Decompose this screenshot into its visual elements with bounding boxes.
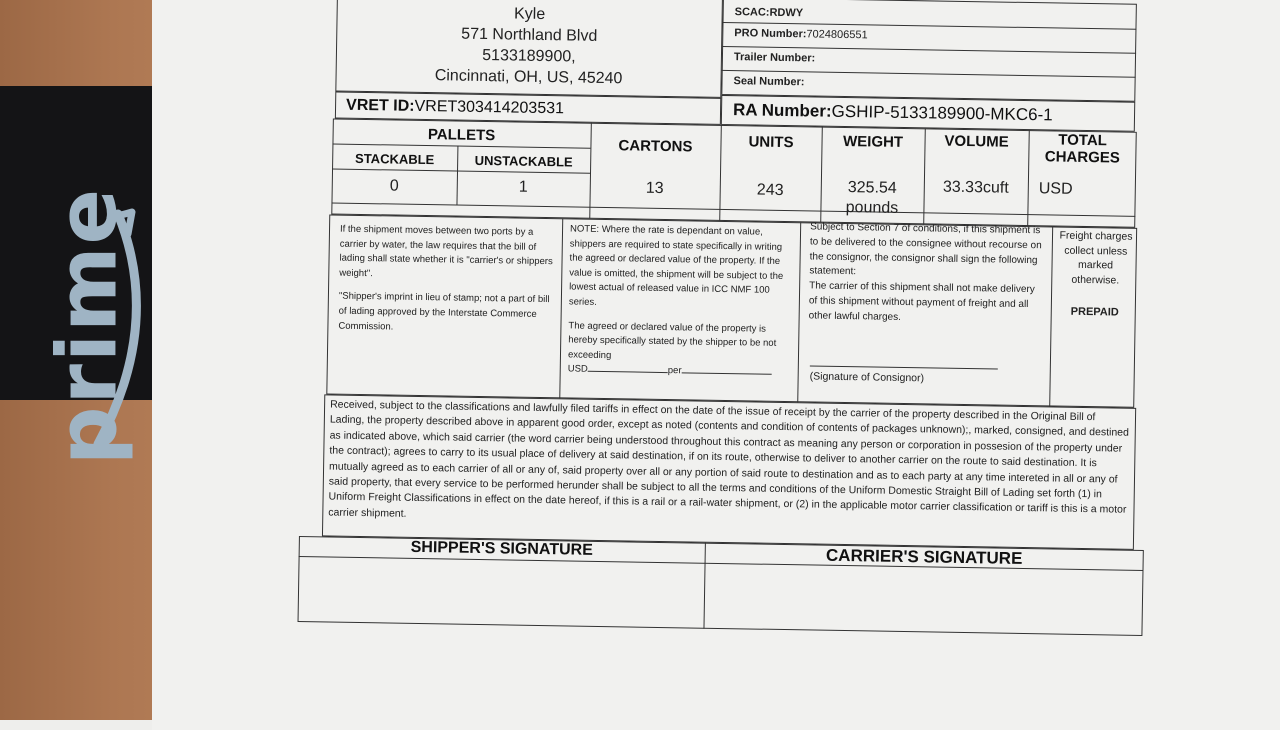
units-value: 243 [756, 181, 784, 199]
shipper-signature-header: SHIPPER'S SIGNATURE [410, 538, 593, 559]
pro-number: PRO Number:7024806551 [734, 27, 868, 42]
stackable-header: STACKABLE [354, 150, 435, 168]
prepaid-label: PREPAID [1070, 305, 1119, 319]
volume-value: 33.33cuft [942, 178, 1009, 197]
ra-number: RA Number:GSHIP-5133189900-MKC6-1 [732, 100, 1053, 125]
units-header: UNITS [748, 133, 794, 152]
section7-note: Subject to Section 7 of conditions, if this shipment is to be delivered to the consignee without recourse on the consignor, the consignor shall sign the following statement: The carrier of this shipment shall not make delivery of this shipment without payment of freight and all other lawful charges. [808, 221, 1042, 323]
scac-label: SCAC:RDWY [734, 6, 804, 20]
vret-id: VRET ID:VRET303414203531 [345, 96, 565, 118]
cartons-header: CARTONS [618, 137, 693, 156]
shipper-signature-field[interactable] [299, 557, 704, 628]
freight-charges-note: Freight charges collect unless marked otherwise. [1059, 229, 1133, 287]
unstackable-header: UNSTACKABLE [474, 152, 573, 170]
pro-number-value: 7024806551 [806, 28, 868, 42]
cartons-value: 13 [645, 179, 664, 197]
stackable-value: 0 [389, 177, 399, 195]
carrier-signature-field[interactable] [704, 564, 1142, 635]
total-charges-header: TOTAL CHARGES [1044, 131, 1120, 167]
total-charges-value: USD [1038, 180, 1073, 198]
volume-header: VOLUME [944, 132, 1009, 151]
carrier-signature-header: CARRIER'S SIGNATURE [825, 545, 1023, 568]
water-carrier-note: If the shipment moves between two ports by a carrier by water, the law requires that the bill of lading shall state whether it is "carrier's or shippers weight". "Shipper's imprint in lieu of stamp; not a part of bill of lading approved by the Interstate Commerce Commission. [338, 223, 553, 333]
shipper-city: Cincinnati, OH, US, 45240 [434, 67, 623, 88]
prime-logo-text: prime [40, 186, 136, 466]
shipper-address [335, 1, 722, 91]
shipper-street: 571 Northland Blvd [461, 25, 598, 45]
shipper-phone: 5133189900, [482, 46, 576, 66]
consignor-signature-label: (Signature of Consignor) [809, 370, 925, 385]
declared-value-note: NOTE: Where the rate is dependant on value, shippers are required to state specifically in writing the agreed or declared value of the property. If the value is omitted, the shipment will be subject to the lowest actual of released value in ICC NMF 100 series. The agreed or declared value of the property is hereby specifically stated by the shipper to be not exceeding USD per [568, 222, 797, 381]
pallets-header: PALLETS [427, 126, 496, 145]
declared-value-line: USD per [568, 363, 794, 381]
trailer-number-label: Trailer Number: [733, 51, 816, 65]
legal-terms: Received, subject to the classifications and lawfully filed tariffs in effect on the date of the issue of receipt by the carrier of the property described in the Original Bill of Lading, the property described above in apparent good order, except as noted (contents and condition of contents of packages unknown);, marked, consigned, and destined as indicated above, which said carrier (the word carrier being understood throughout this contract as meaning any person or corporation in possesion of the property under the contract); agrees to carry to its usual place of delivery at said destination, if on its route, otherwise to deliver to another carrier on the route to said destination. It is mutually agreed as to each carrier of all or any of, said property over all or any portion of said route to destination and as to each party at any time intereted in all or any of said property, that every service to be performed herunder shall be subject to all the terms and conditions of the Uniform Domestic Straight Bill of Lading set forth (1) in Uniform Freight Classifications in effect on the date hereof, if this is a rail or a rail-water shipment, or (2) in the applicable motor carrier classification or tariff is this is a motor carrier shipment. [328, 398, 1129, 520]
weight-header: WEIGHT [842, 132, 904, 151]
shipper-name: Kyle [513, 5, 546, 24]
unstackable-value: 1 [518, 178, 528, 196]
weight-value: 325.54 pounds [845, 179, 899, 217]
seal-number-label: Seal Number: [733, 75, 805, 89]
